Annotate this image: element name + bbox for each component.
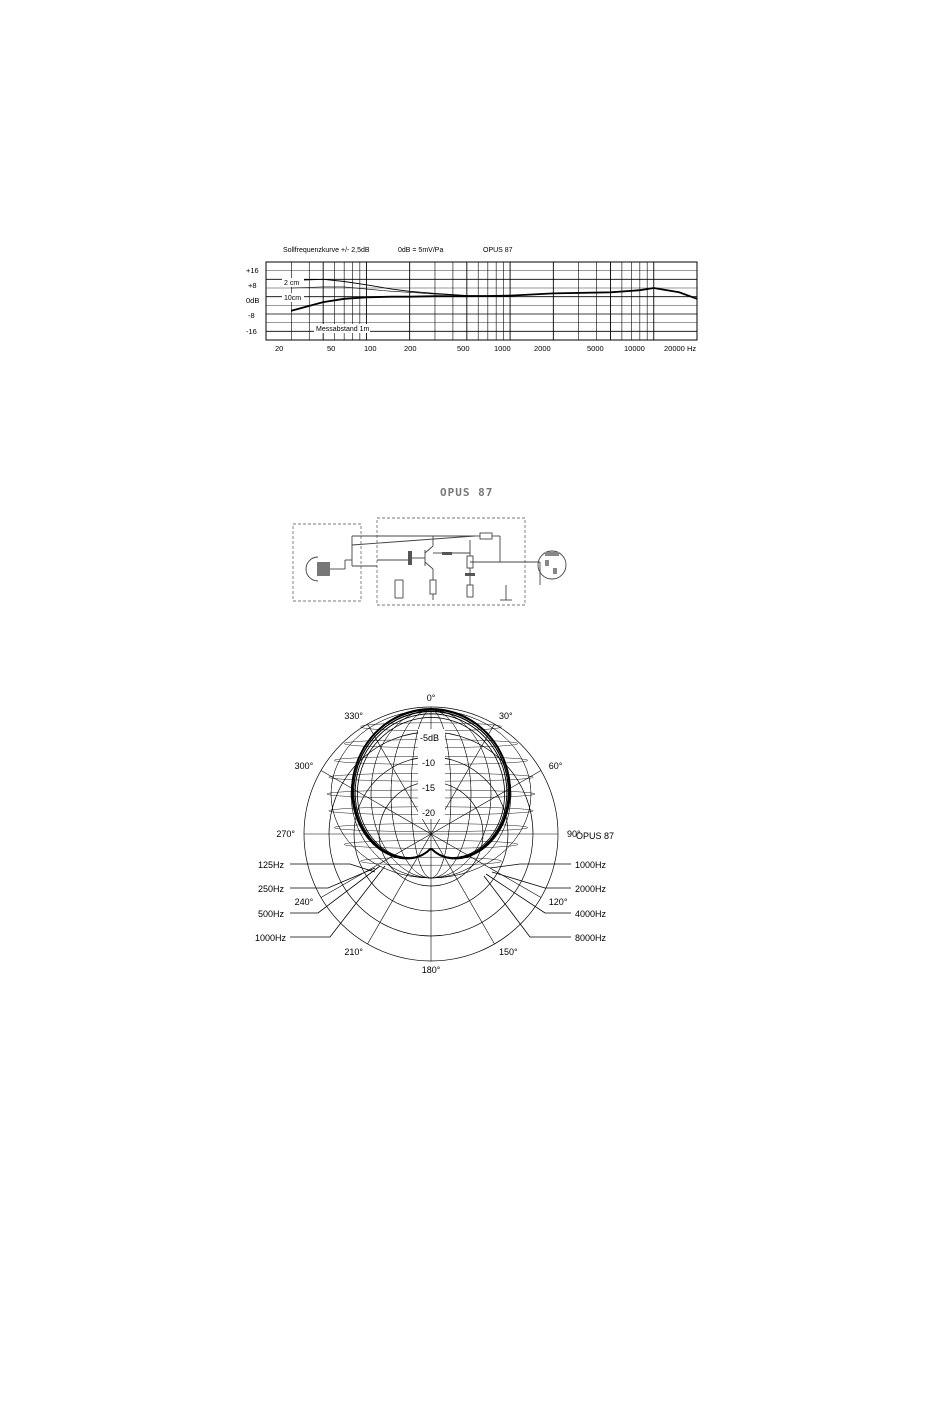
- angle-label: 150°: [499, 946, 518, 957]
- input-capacitor: [408, 551, 412, 565]
- freq-label: 1000Hz: [255, 933, 287, 943]
- legend-10cm: 10cm: [284, 295, 302, 302]
- legend-2cm: 2 cm: [284, 280, 300, 287]
- angle-label: 90°: [567, 829, 581, 839]
- polar-pattern-diagram: [255, 693, 614, 975]
- angle-label: 180°: [421, 965, 441, 975]
- x-tick-label: 500: [457, 344, 470, 353]
- x-tick-label: 100: [364, 344, 377, 353]
- db-label: -5dB: [420, 733, 440, 743]
- angle-label: 300°: [294, 761, 314, 771]
- freq-label: 125Hz: [258, 860, 285, 870]
- y-tick-label: 0dB: [246, 296, 260, 305]
- polar-leader-lines: [290, 864, 571, 937]
- frequency-response-chart: [246, 247, 697, 353]
- x-tick-label: 2000: [534, 344, 551, 353]
- y-tick-label: +16: [246, 266, 259, 275]
- capacitor: [442, 552, 452, 555]
- db-label: -15: [422, 783, 436, 793]
- freq-label: 500Hz: [258, 909, 285, 919]
- x-tick-label: 10000: [624, 344, 645, 353]
- freq-label: 250Hz: [258, 884, 285, 894]
- db-label: -20: [422, 808, 436, 818]
- schematic-title: OPUS 87: [440, 486, 494, 499]
- y-axis-ticks: [246, 266, 259, 336]
- chart-series-group: [291, 279, 697, 311]
- x-tick-label: 1000: [494, 344, 511, 353]
- x-tick-label: 20: [275, 344, 284, 353]
- x-tick-label: 200: [404, 344, 417, 353]
- y-tick-label: -8: [248, 311, 255, 320]
- freq-label: 4000Hz: [575, 909, 607, 919]
- chart-header-tolerance: Sollfrequenzkurve +/- 2,5dB: [283, 247, 370, 254]
- capsule-symbol: [306, 557, 345, 581]
- polar-db-labels: [418, 729, 445, 819]
- angle-label: 330°: [344, 711, 363, 722]
- x-axis-ticks: [275, 344, 696, 353]
- db-label: -10: [422, 758, 436, 768]
- angle-label: 270°: [276, 829, 295, 839]
- freq-label: 1000Hz: [575, 860, 607, 870]
- angle-label: 240°: [294, 897, 314, 907]
- capacitor: [465, 573, 475, 576]
- xlr-connector-symbol: [538, 551, 566, 579]
- circuit-schematic: [293, 486, 566, 605]
- legend-distance: Messabstand 1m: [316, 326, 370, 333]
- freq-label: 2000Hz: [575, 884, 607, 894]
- polar-model-label: OPUS 87: [576, 831, 615, 841]
- freq-label: 8000Hz: [575, 933, 607, 943]
- x-tick-label: 50: [327, 344, 336, 353]
- chart-header-model: OPUS 87: [483, 247, 513, 254]
- resistor: [430, 580, 436, 594]
- resistor: [480, 533, 492, 539]
- amplifier-shield-box: [377, 518, 525, 605]
- y-tick-label: -16: [246, 327, 257, 336]
- x-tick-label: 20000 Hz: [664, 344, 697, 353]
- transistor-symbol: [425, 536, 433, 580]
- polar-left-frequency-labels: [255, 860, 287, 943]
- angle-label: 120°: [548, 897, 568, 907]
- series-line: [291, 288, 697, 311]
- chart-header-reference: 0dB = 5mV/Pa: [398, 247, 444, 254]
- x-tick-label: 5000: [587, 344, 604, 353]
- angle-label: 0°: [426, 693, 436, 703]
- angle-label: 30°: [499, 711, 513, 722]
- y-tick-label: +8: [248, 281, 257, 290]
- angle-label: 210°: [344, 946, 363, 957]
- resistor: [467, 585, 473, 597]
- angle-label: 60°: [548, 761, 563, 771]
- polar-right-frequency-labels: [575, 860, 607, 943]
